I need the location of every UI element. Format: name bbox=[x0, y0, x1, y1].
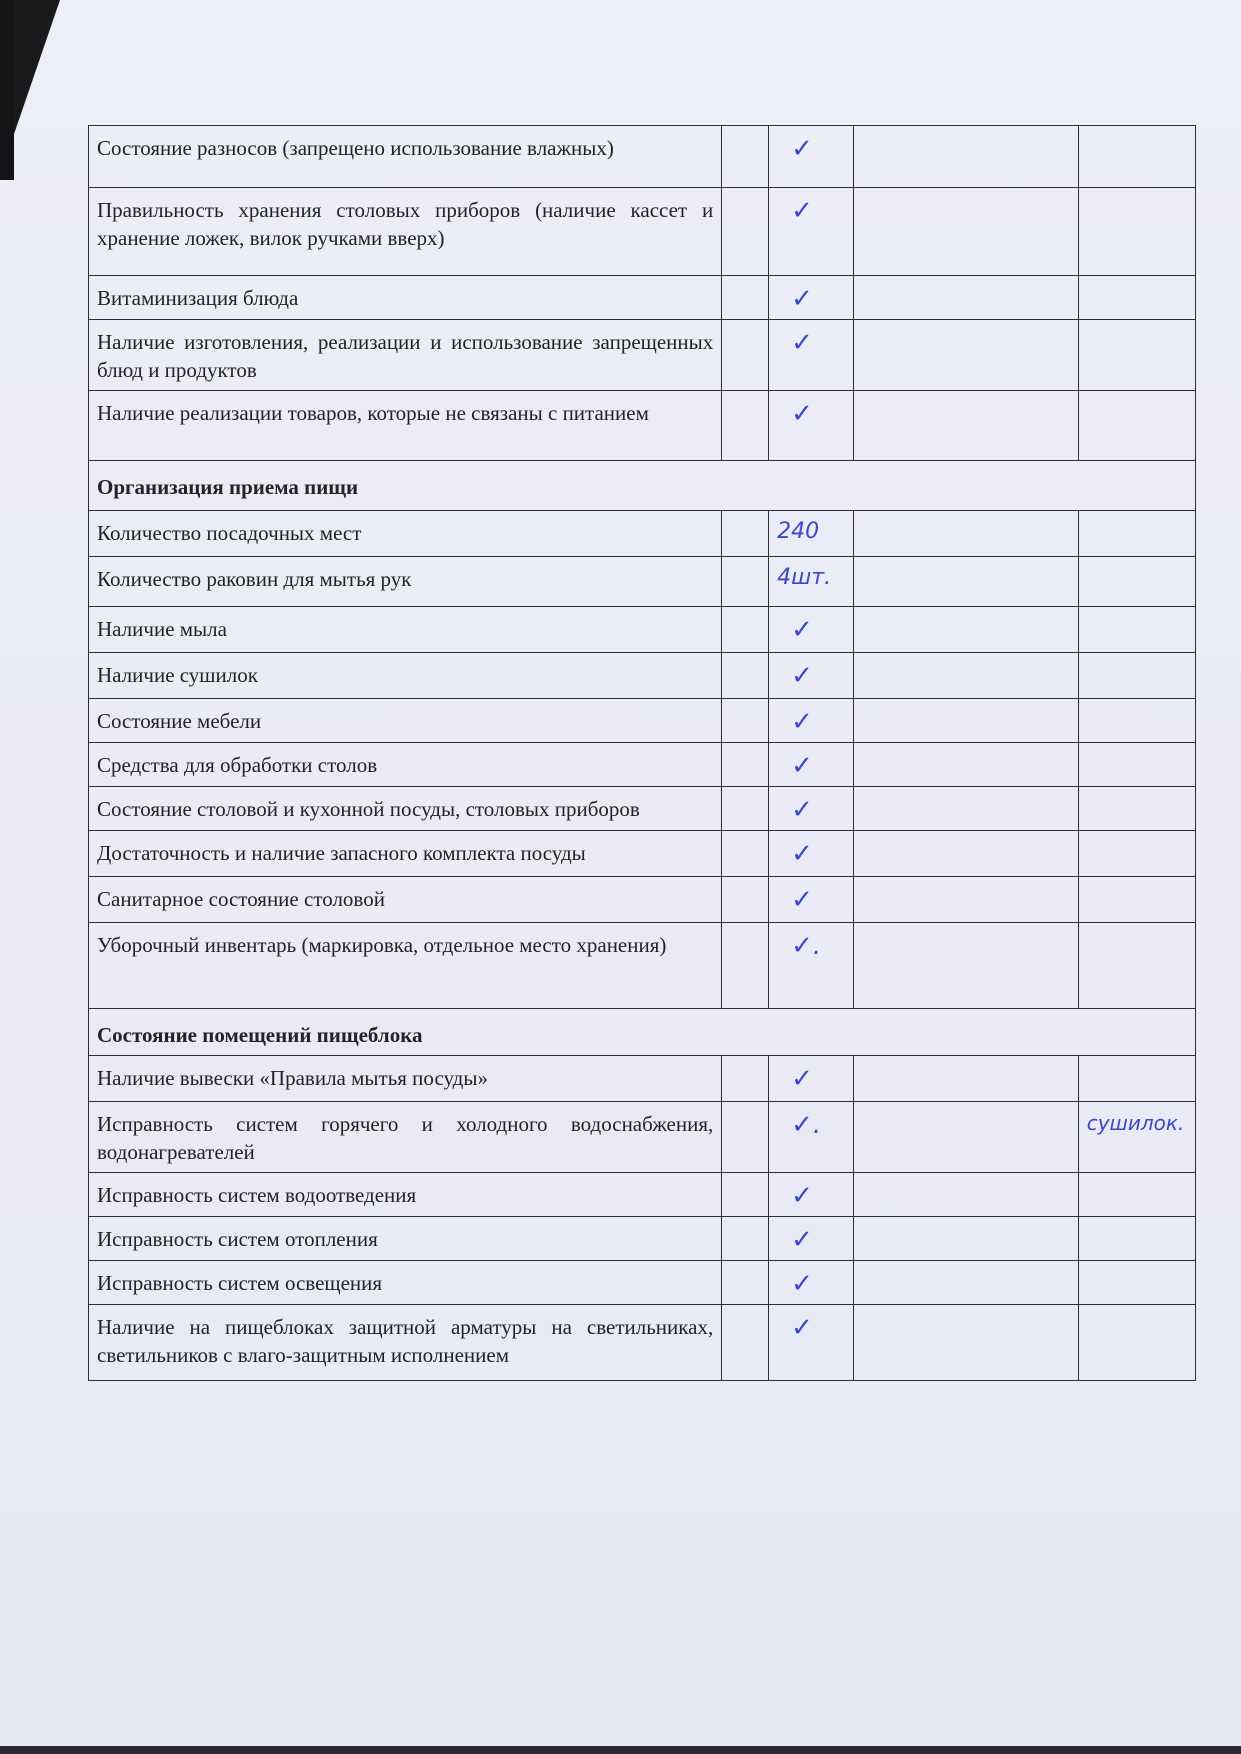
table-row bbox=[89, 188, 1196, 276]
comment-cell bbox=[853, 1261, 1078, 1305]
criterion-label: Витаминизация блюда bbox=[89, 276, 722, 320]
table-row bbox=[89, 923, 1196, 1009]
scan-bottom-edge bbox=[0, 1746, 1241, 1754]
blank-cell bbox=[722, 557, 769, 607]
handwritten-note bbox=[1079, 126, 1195, 132]
handwritten-note: сушилок. bbox=[1086, 1111, 1185, 1135]
criterion-label: Состояние столовой и кухонной посуды, столовых приборов bbox=[89, 787, 722, 831]
comment-cell bbox=[853, 699, 1078, 743]
handwritten-note bbox=[1079, 699, 1195, 705]
handwritten-note bbox=[1079, 653, 1195, 659]
note-cell bbox=[1078, 1173, 1195, 1217]
handwritten-note bbox=[1079, 320, 1195, 326]
note-cell bbox=[1078, 557, 1195, 607]
comment-cell bbox=[853, 831, 1078, 877]
note-cell bbox=[1078, 391, 1195, 461]
criterion-label: Наличие на пищеблоках защитной арматуры на светильниках, светильников с влаго-защитным исполнением bbox=[89, 1305, 722, 1381]
criterion-label: Количество посадочных мест bbox=[89, 511, 722, 557]
blank-cell bbox=[722, 653, 769, 699]
criterion-label: Достаточность и наличие запасного комплекта посуды bbox=[89, 831, 722, 877]
handwritten-mark: 240 bbox=[777, 519, 820, 544]
table-row bbox=[89, 831, 1196, 877]
handwritten-mark: ✓ bbox=[791, 196, 813, 226]
handwritten-mark: ✓ bbox=[791, 1313, 813, 1343]
handwritten-mark: ✓ bbox=[791, 795, 813, 825]
criterion-label: Правильность хранения столовых приборов (наличие кассет и хранение ложек, вилок ручками вверх) bbox=[89, 188, 722, 276]
handwritten-note bbox=[1079, 511, 1195, 517]
handwritten-note bbox=[1079, 1305, 1195, 1311]
comment-cell bbox=[853, 126, 1078, 188]
mark-cell bbox=[769, 923, 853, 1009]
table-row bbox=[89, 1056, 1196, 1102]
note-cell bbox=[1078, 188, 1195, 276]
blank-cell bbox=[722, 276, 769, 320]
blank-cell bbox=[722, 511, 769, 557]
criterion-label: Наличие изготовления, реализации и использование запрещенных блюд и продуктов bbox=[89, 320, 722, 391]
mark-cell bbox=[769, 511, 853, 557]
comment-cell bbox=[853, 511, 1078, 557]
note-cell bbox=[1078, 126, 1195, 188]
handwritten-mark: ✓. bbox=[791, 1110, 822, 1140]
handwritten-note bbox=[1079, 557, 1195, 563]
handwritten-note bbox=[1079, 831, 1195, 837]
handwritten-note bbox=[1079, 1056, 1195, 1062]
handwritten-note bbox=[1079, 188, 1195, 194]
section-row bbox=[89, 1009, 1196, 1056]
note-cell bbox=[1078, 320, 1195, 391]
handwritten-mark: 4шт. bbox=[777, 565, 832, 590]
handwritten-note bbox=[1079, 276, 1195, 282]
criterion-label: Наличие реализации товаров, которые не связаны с питанием bbox=[89, 391, 722, 461]
mark-cell bbox=[769, 787, 853, 831]
mark-cell bbox=[769, 1261, 853, 1305]
handwritten-note bbox=[1079, 1217, 1195, 1223]
note-cell bbox=[1078, 743, 1195, 787]
blank-cell bbox=[722, 607, 769, 653]
blank-cell bbox=[722, 126, 769, 188]
comment-cell bbox=[853, 391, 1078, 461]
mark-cell bbox=[769, 276, 853, 320]
table-row bbox=[89, 699, 1196, 743]
section-title: Состояние помещений пищеблока bbox=[89, 1009, 1196, 1056]
blank-cell bbox=[722, 320, 769, 391]
table-row bbox=[89, 1217, 1196, 1261]
note-cell bbox=[1078, 1305, 1195, 1381]
blank-cell bbox=[722, 787, 769, 831]
blank-cell bbox=[722, 1102, 769, 1173]
blank-cell bbox=[722, 1217, 769, 1261]
handwritten-mark: ✓ bbox=[791, 1064, 813, 1094]
comment-cell bbox=[853, 188, 1078, 276]
table-row bbox=[89, 1261, 1196, 1305]
table-row bbox=[89, 877, 1196, 923]
comment-cell bbox=[853, 1173, 1078, 1217]
comment-cell bbox=[853, 743, 1078, 787]
mark-cell bbox=[769, 1305, 853, 1381]
handwritten-mark: ✓ bbox=[791, 1269, 813, 1299]
note-cell bbox=[1078, 1056, 1195, 1102]
comment-cell bbox=[853, 276, 1078, 320]
comment-cell bbox=[853, 320, 1078, 391]
note-cell bbox=[1078, 511, 1195, 557]
table-row bbox=[89, 320, 1196, 391]
handwritten-mark: ✓ bbox=[791, 284, 813, 314]
section-row bbox=[89, 461, 1196, 511]
table-row bbox=[89, 1305, 1196, 1381]
criterion-label: Состояние разносов (запрещено использование влажных) bbox=[89, 126, 722, 188]
mark-cell bbox=[769, 188, 853, 276]
handwritten-note bbox=[1079, 877, 1195, 883]
criterion-label: Состояние мебели bbox=[89, 699, 722, 743]
note-cell bbox=[1078, 923, 1195, 1009]
blank-cell bbox=[722, 831, 769, 877]
mark-cell bbox=[769, 699, 853, 743]
comment-cell bbox=[853, 1102, 1078, 1173]
mark-cell bbox=[769, 320, 853, 391]
comment-cell bbox=[853, 787, 1078, 831]
blank-cell bbox=[722, 1305, 769, 1381]
handwritten-mark: ✓ bbox=[791, 615, 813, 645]
criterion-label: Исправность систем освещения bbox=[89, 1261, 722, 1305]
comment-cell bbox=[853, 1217, 1078, 1261]
blank-cell bbox=[722, 743, 769, 787]
handwritten-note bbox=[1079, 787, 1195, 793]
table-row bbox=[89, 126, 1196, 188]
mark-cell bbox=[769, 653, 853, 699]
note-cell bbox=[1078, 831, 1195, 877]
comment-cell bbox=[853, 923, 1078, 1009]
handwritten-mark: ✓. bbox=[791, 931, 822, 961]
handwritten-mark: ✓ bbox=[791, 751, 813, 781]
criterion-label: Исправность систем горячего и холодного водоснабжения, водонагревателей bbox=[89, 1102, 722, 1173]
criterion-label: Наличие мыла bbox=[89, 607, 722, 653]
handwritten-mark: ✓ bbox=[791, 661, 813, 691]
table-row bbox=[89, 787, 1196, 831]
blank-cell bbox=[722, 1173, 769, 1217]
mark-cell bbox=[769, 1217, 853, 1261]
blank-cell bbox=[722, 1056, 769, 1102]
criterion-label: Исправность систем водоотведения bbox=[89, 1173, 722, 1217]
comment-cell bbox=[853, 607, 1078, 653]
table-row bbox=[89, 1173, 1196, 1217]
note-cell bbox=[1078, 1217, 1195, 1261]
criterion-label: Уборочный инвентарь (маркировка, отдельное место хранения) bbox=[89, 923, 722, 1009]
mark-cell bbox=[769, 557, 853, 607]
note-cell bbox=[1078, 653, 1195, 699]
criterion-label: Наличие вывески «Правила мытья посуды» bbox=[89, 1056, 722, 1102]
handwritten-note bbox=[1079, 1261, 1195, 1267]
mark-cell bbox=[769, 831, 853, 877]
handwritten-note bbox=[1079, 743, 1195, 749]
table-row bbox=[89, 1102, 1196, 1173]
note-cell bbox=[1078, 1261, 1195, 1305]
handwritten-note bbox=[1079, 923, 1195, 929]
handwritten-mark: ✓ bbox=[791, 707, 813, 737]
handwritten-note bbox=[1079, 607, 1195, 613]
table-row bbox=[89, 607, 1196, 653]
mark-cell bbox=[769, 126, 853, 188]
table-row bbox=[89, 391, 1196, 461]
blank-cell bbox=[722, 877, 769, 923]
scan-shadow-edge bbox=[0, 0, 14, 180]
blank-cell bbox=[722, 188, 769, 276]
mark-cell bbox=[769, 743, 853, 787]
comment-cell bbox=[853, 1305, 1078, 1381]
inspection-checklist-table bbox=[88, 125, 1196, 1381]
blank-cell bbox=[722, 1261, 769, 1305]
mark-cell bbox=[769, 391, 853, 461]
blank-cell bbox=[722, 391, 769, 461]
handwritten-mark: ✓ bbox=[791, 328, 813, 358]
handwritten-mark: ✓ bbox=[791, 1225, 813, 1255]
note-cell bbox=[1078, 607, 1195, 653]
comment-cell bbox=[853, 877, 1078, 923]
table-row bbox=[89, 557, 1196, 607]
handwritten-mark: ✓ bbox=[791, 134, 813, 164]
note-cell bbox=[1078, 1102, 1195, 1173]
mark-cell bbox=[769, 1173, 853, 1217]
comment-cell bbox=[853, 653, 1078, 699]
handwritten-mark: ✓ bbox=[791, 885, 813, 915]
criterion-label: Исправность систем отопления bbox=[89, 1217, 722, 1261]
note-cell bbox=[1078, 787, 1195, 831]
table-row bbox=[89, 653, 1196, 699]
table-row bbox=[89, 511, 1196, 557]
comment-cell bbox=[853, 557, 1078, 607]
section-title: Организация приема пищи bbox=[89, 461, 1196, 511]
handwritten-note bbox=[1079, 1173, 1195, 1179]
criterion-label: Санитарное состояние столовой bbox=[89, 877, 722, 923]
handwritten-mark: ✓ bbox=[791, 399, 813, 429]
criterion-label: Наличие сушилок bbox=[89, 653, 722, 699]
note-cell bbox=[1078, 699, 1195, 743]
criterion-label: Средства для обработки столов bbox=[89, 743, 722, 787]
handwritten-mark: ✓ bbox=[791, 839, 813, 869]
note-cell bbox=[1078, 877, 1195, 923]
table-row bbox=[89, 743, 1196, 787]
handwritten-mark: ✓ bbox=[791, 1181, 813, 1211]
note-cell bbox=[1078, 276, 1195, 320]
blank-cell bbox=[722, 923, 769, 1009]
handwritten-note bbox=[1079, 391, 1195, 397]
mark-cell bbox=[769, 1102, 853, 1173]
table-row bbox=[89, 276, 1196, 320]
mark-cell bbox=[769, 607, 853, 653]
mark-cell bbox=[769, 1056, 853, 1102]
table-body bbox=[89, 126, 1196, 1381]
mark-cell bbox=[769, 877, 853, 923]
comment-cell bbox=[853, 1056, 1078, 1102]
criterion-label: Количество раковин для мытья рук bbox=[89, 557, 722, 607]
blank-cell bbox=[722, 699, 769, 743]
